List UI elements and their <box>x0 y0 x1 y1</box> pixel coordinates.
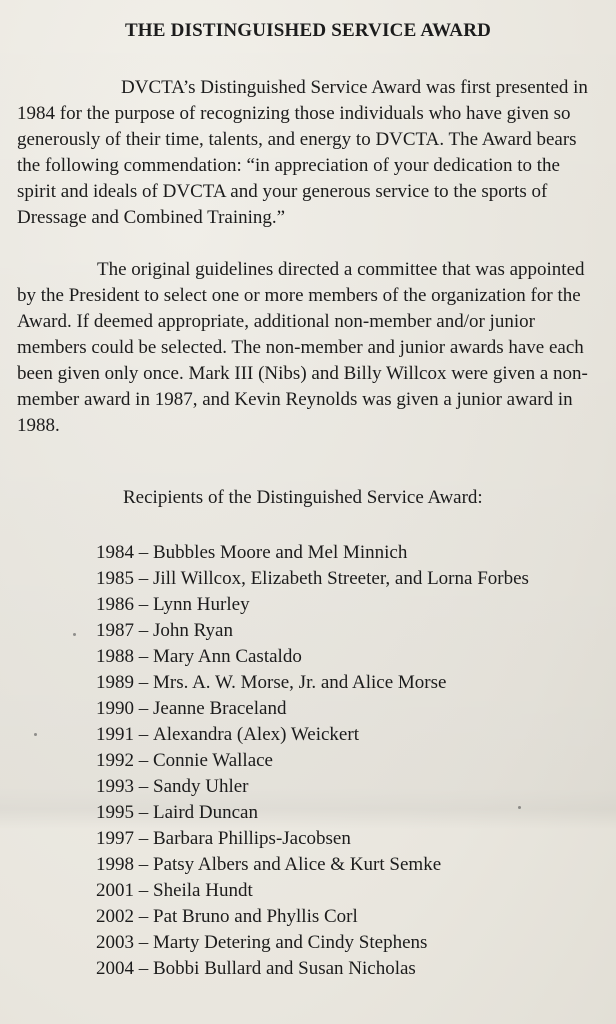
recipient-year: 1989 <box>96 672 134 693</box>
recipient-year: 1995 <box>96 802 134 823</box>
list-item <box>96 956 596 982</box>
recipient-names: John Ryan <box>153 620 233 641</box>
dash-separator: – <box>134 880 153 901</box>
recipient-names: Lynn Hurley <box>153 594 250 615</box>
recipient-year: 1988 <box>96 646 134 667</box>
list-item <box>96 644 596 670</box>
recipient-year: 2001 <box>96 880 134 901</box>
paper-speck <box>518 806 521 809</box>
recipient-year: 2003 <box>96 932 134 953</box>
dash-separator: – <box>134 594 153 615</box>
recipient-year: 1986 <box>96 594 134 615</box>
list-item <box>96 670 596 696</box>
list-item <box>96 592 596 618</box>
recipient-names: Patsy Albers and Alice & Kurt Semke <box>153 854 442 875</box>
dash-separator: – <box>134 724 153 745</box>
recipient-year: 1990 <box>96 698 134 719</box>
list-item <box>96 878 596 904</box>
list-item <box>96 826 596 852</box>
list-item <box>96 930 596 956</box>
recipient-year: 2004 <box>96 958 134 979</box>
recipient-year: 1997 <box>96 828 134 849</box>
recipient-names: Jeanne Braceland <box>153 698 287 719</box>
recipient-names: Pat Bruno and Phyllis Corl <box>153 906 358 927</box>
dash-separator: – <box>134 698 153 719</box>
recipient-names: Mrs. A. W. Morse, Jr. and Alice Morse <box>153 672 447 693</box>
dash-separator: – <box>134 646 153 667</box>
list-item <box>96 852 596 878</box>
dash-separator: – <box>134 750 153 771</box>
recipient-year: 1993 <box>96 776 134 797</box>
recipient-year: 1991 <box>96 724 134 745</box>
dash-separator: – <box>134 672 153 693</box>
guidelines-paragraph: The original guidelines directed a committee that was appointed by the President to select one or more members of the organization for the Award. If deemed appropriate, additional non-member and/or junior members could be selected. The non-member and junior awards have each been given only once. Mark III (Nibs) and Billy Willcox were given a non-member award in 1987, and Kevin Reynolds was given a junior award in 1988. <box>17 259 588 436</box>
dash-separator: – <box>134 620 153 641</box>
recipient-names: Mary Ann Castaldo <box>153 646 302 667</box>
recipients-heading: Recipients of the Distinguished Service Award: <box>123 487 483 508</box>
dash-separator: – <box>134 906 153 927</box>
recipient-names: Sandy Uhler <box>153 776 249 797</box>
dash-separator: – <box>134 958 153 979</box>
paper-speck <box>73 633 76 636</box>
recipient-names: Bobbi Bullard and Susan Nicholas <box>153 958 416 979</box>
recipient-year: 1985 <box>96 568 134 589</box>
dash-separator: – <box>134 828 153 849</box>
list-item <box>96 696 596 722</box>
recipient-names: Bubbles Moore and Mel Minnich <box>153 542 408 563</box>
page-title: THE DISTINGUISHED SERVICE AWARD <box>124 20 492 41</box>
recipient-list <box>96 540 596 982</box>
list-item <box>96 566 596 592</box>
dash-separator: – <box>134 542 153 563</box>
dash-separator: – <box>134 776 153 797</box>
intro-paragraph: DVCTA’s Distinguished Service Award was first presented in 1984 for the purpose of recognizing those individuals who have given so generously of their time, talents, and energy to DVCTA. The Award bears the following commendation: “in appreciation of your dedication to the spirit and ideals of DVCTA and your generous service to the sports of Dressage and Combined Training.” <box>17 77 588 228</box>
dash-separator: – <box>134 568 153 589</box>
dash-separator: – <box>134 802 153 823</box>
list-item <box>96 748 596 774</box>
recipient-names: Connie Wallace <box>153 750 273 771</box>
recipient-names: Barbara Phillips-Jacobsen <box>153 828 351 849</box>
dash-separator: – <box>134 854 153 875</box>
recipient-year: 1987 <box>96 620 134 641</box>
recipient-names: Alexandra (Alex) Weickert <box>153 724 359 745</box>
paper-speck <box>34 733 37 736</box>
list-item <box>96 722 596 748</box>
list-item <box>96 800 596 826</box>
recipient-names: Jill Willcox, Elizabeth Streeter, and Lorna Forbes <box>153 568 529 589</box>
list-item <box>96 774 596 800</box>
recipient-year: 2002 <box>96 906 134 927</box>
recipient-names: Marty Detering and Cindy Stephens <box>153 932 428 953</box>
list-item <box>96 618 596 644</box>
recipient-year: 1992 <box>96 750 134 771</box>
dash-separator: – <box>134 932 153 953</box>
recipient-year: 1998 <box>96 854 134 875</box>
recipient-names: Laird Duncan <box>153 802 258 823</box>
list-item <box>96 904 596 930</box>
recipient-year: 1984 <box>96 542 134 563</box>
list-item <box>96 540 596 566</box>
recipient-names: Sheila Hundt <box>153 880 253 901</box>
